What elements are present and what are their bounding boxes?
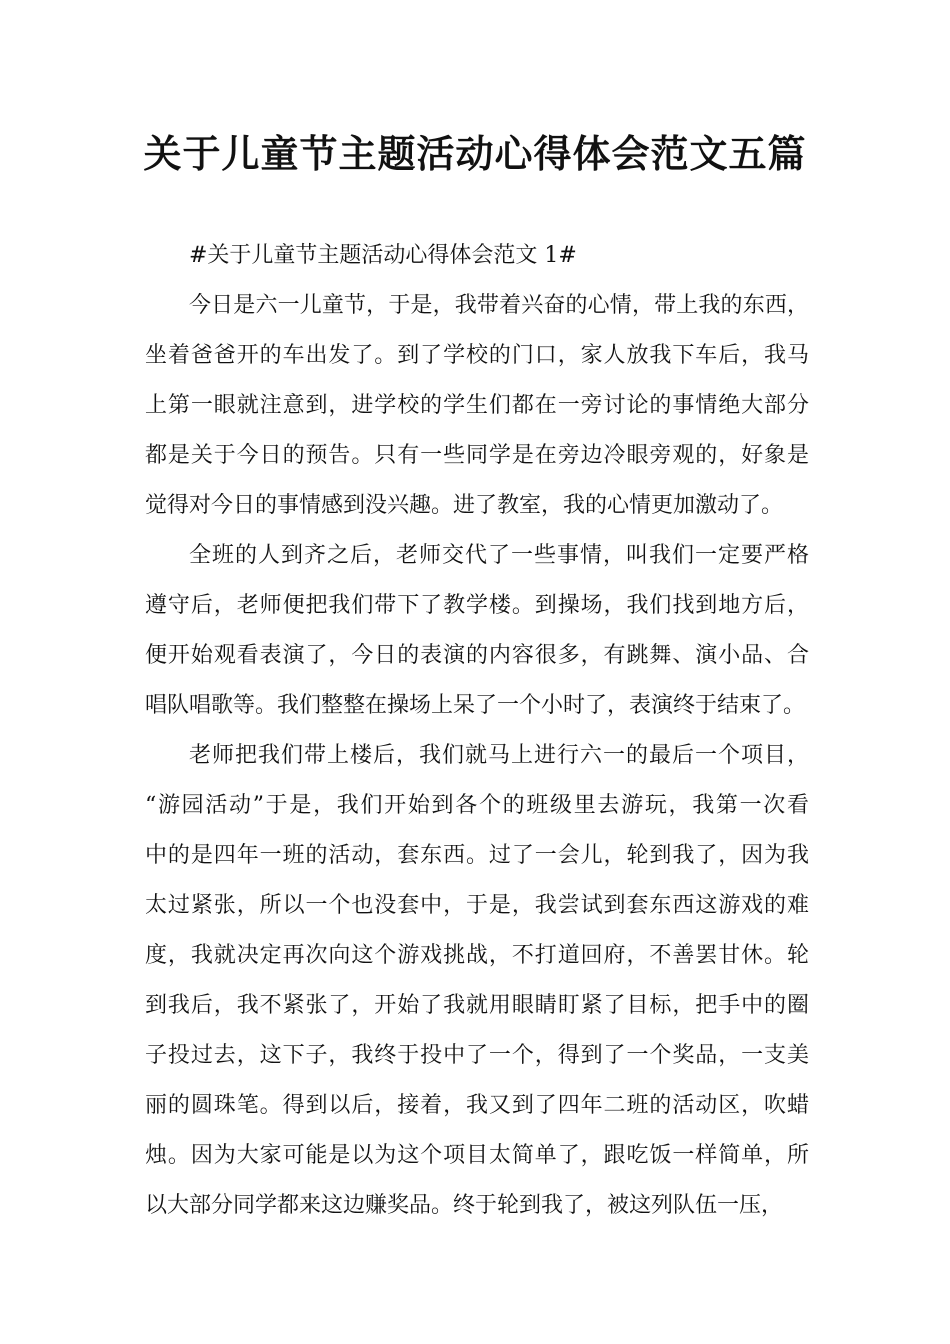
- section-heading: #关于儿童节主题活动心得体会范文 1#: [189, 243, 577, 268]
- body-line: 觉得对今日的事情感到没兴趣。进了教室，我的心情更加激动了。: [145, 493, 784, 518]
- body-line: 度，我就决定再次向这个游戏挑战，不打道回府，不善罢甘休。轮: [145, 943, 809, 968]
- page-title: 关于儿童节主题活动心得体会范文五篇: [143, 132, 807, 176]
- body-line: 都是关于今日的预告。只有一些同学是在旁边冷眼旁观的，好象是: [145, 443, 809, 468]
- document-body: [145, 231, 809, 1231]
- body-line: “游园活动”于是，我们开始到各个的班级里去游玩，我第一次看: [145, 793, 809, 818]
- body-line: 遵守后，老师便把我们带下了教学楼。到操场，我们找到地方后，: [145, 593, 809, 618]
- body-line: 老师把我们带上楼后，我们就马上进行六一的最后一个项目，: [189, 743, 809, 768]
- body-line: 到我后，我不紧张了，开始了我就用眼睛盯紧了目标，把手中的圈: [145, 993, 809, 1018]
- body-line: 烛。因为大家可能是以为这个项目太简单了，跟吃饭一样简单，所: [145, 1143, 809, 1168]
- body-line: 以大部分同学都来这边赚奖品。终于轮到我了，被这列队伍一压，: [145, 1193, 784, 1218]
- body-line: 太过紧张，所以一个也没套中，于是，我尝试到套东西这游戏的难: [145, 893, 809, 918]
- body-line: 上第一眼就注意到，进学校的学生们都在一旁讨论的事情绝大部分: [145, 393, 809, 418]
- body-line: 全班的人到齐之后，老师交代了一些事情，叫我们一定要严格: [189, 543, 809, 568]
- body-line: 丽的圆珠笔。得到以后，接着，我又到了四年二班的活动区，吹蜡: [145, 1093, 809, 1118]
- body-line: 子投过去，这下子，我终于投中了一个，得到了一个奖品，一支美: [145, 1043, 809, 1068]
- body-line: 今日是六一儿童节，于是，我带着兴奋的心情，带上我的东西，: [189, 293, 809, 318]
- body-line: 坐着爸爸开的车出发了。到了学校的门口，家人放我下车后，我马: [145, 343, 809, 368]
- body-line: 中的是四年一班的活动，套东西。过了一会儿，轮到我了，因为我: [145, 843, 809, 868]
- body-line: 便开始观看表演了，今日的表演的内容很多，有跳舞、演小品、合: [145, 643, 809, 668]
- body-line: 唱队唱歌等。我们整整在操场上呆了一个小时了，表演终于结束了。: [145, 693, 806, 718]
